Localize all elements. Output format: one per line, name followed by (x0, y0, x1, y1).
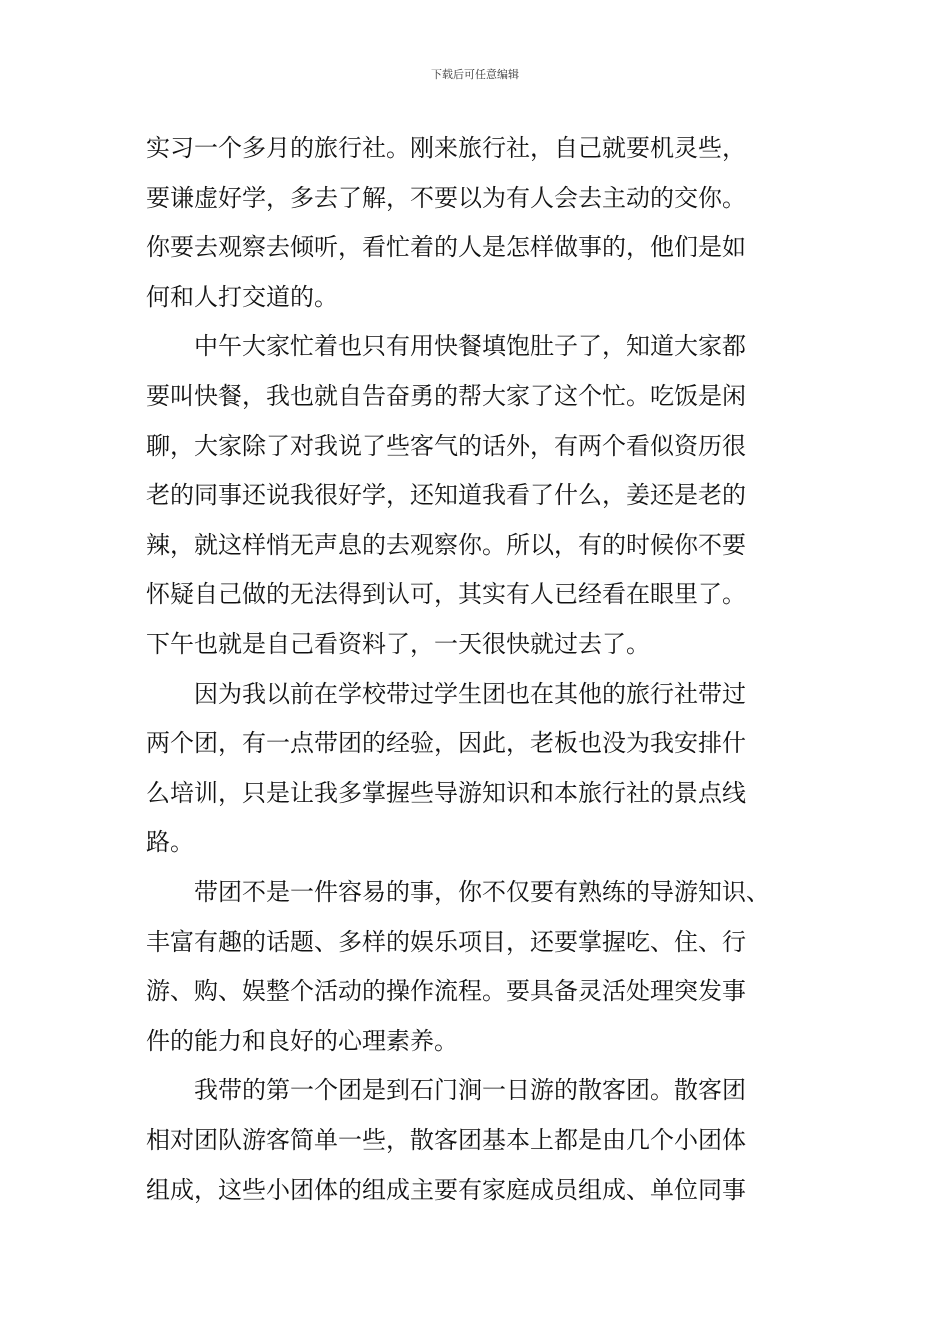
text-line: 相对团队游客简单一些，散客团基本上都是由几个小团体 (146, 1126, 746, 1154)
text-line: 游、购、娱整个活动的操作流程。要具备灵活处理突发事 (146, 977, 746, 1005)
text-line: 中午大家忙着也只有用快餐填饱肚子了，知道大家都 (146, 332, 746, 360)
text-line: 聊，大家除了对我说了些客气的话外，有两个看似资历很 (146, 432, 746, 460)
text-line: 怀疑自己做的无法得到认可，其实有人已经看在眼里了。 (146, 580, 746, 608)
text-line: 辣，就这样悄无声息的去观察你。所以，有的时候你不要 (146, 531, 746, 559)
text-line: 要谦虚好学，多去了解，不要以为有人会去主动的交你。 (146, 184, 746, 212)
text-line: 两个团，有一点带团的经验，因此，老板也没为我安排什 (146, 729, 746, 757)
text-line: 带团不是一件容易的事，你不仅要有熟练的导游知识、 (146, 878, 770, 906)
text-line: 组成，这些小团体的组成主要有家庭成员组成、单位同事 (146, 1176, 746, 1204)
text-line: 件的能力和良好的心理素养。 (146, 1027, 458, 1055)
text-line: 下午也就是自己看资料了，一天很快就过去了。 (146, 630, 650, 658)
text-line: 要叫快餐，我也就自告奋勇的帮大家了这个忙。吃饭是闲 (146, 382, 746, 410)
text-line: 路。 (146, 828, 194, 856)
text-line: 丰富有趣的话题、多样的娱乐项目，还要掌握吃、住、行 (146, 928, 746, 956)
text-line: 因为我以前在学校带过学生团也在其他的旅行社带过 (146, 680, 746, 708)
text-line: 我带的第一个团是到石门涧一日游的散客团。散客团 (146, 1076, 746, 1104)
text-line: 实习一个多月的旅行社。刚来旅行社，自己就要机灵些， (146, 134, 746, 162)
text-line: 老的同事还说我很好学，还知道我看了什么，姜还是老的 (146, 481, 746, 509)
page-header: 下载后可任意编辑 (431, 68, 519, 81)
text-line: 么培训，只是让我多掌握些导游知识和本旅行社的景点线 (146, 779, 746, 807)
text-line: 你要去观察去倾听，看忙着的人是怎样做事的，他们是如 (146, 233, 746, 261)
text-line: 何和人打交道的。 (146, 283, 338, 311)
